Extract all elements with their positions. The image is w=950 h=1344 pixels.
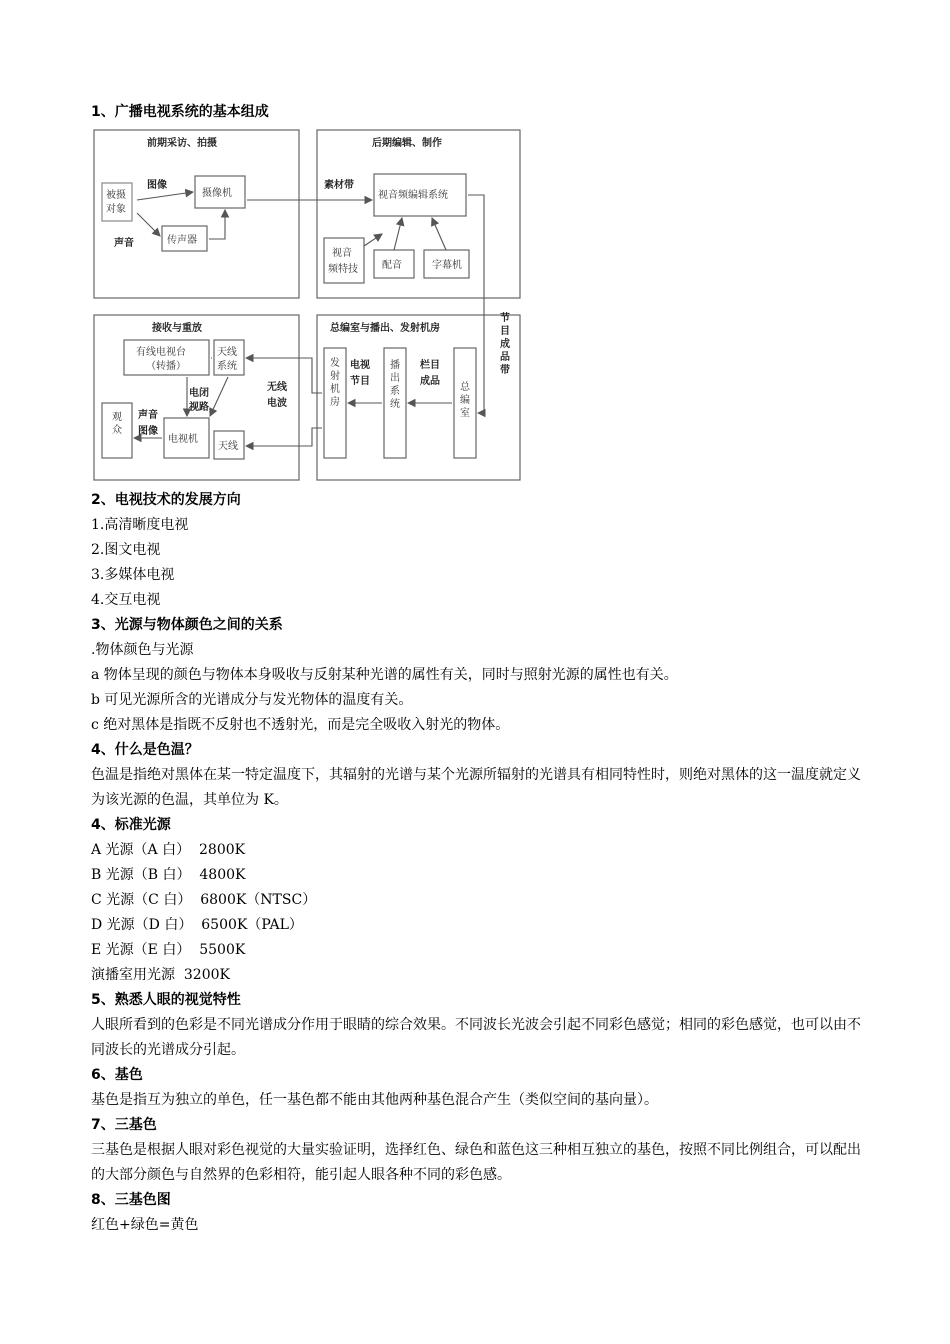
diagram-label: 声音 — [114, 238, 134, 249]
diagram-label: 总编室 — [460, 382, 470, 419]
list-item: B 光源（B 白） 4800K — [91, 867, 246, 883]
paragraph: 基色是指互为独立的单色，任一基色都不能由其他两种基色混合产生（类似空间的基向量）。 — [91, 1092, 658, 1108]
paragraph: a 物体呈现的颜色与物体本身吸收与反射某种光谱的属性有关，同时与照射光源的属性也有关。 — [91, 667, 678, 683]
document-body — [91, 100, 861, 1238]
list-item: 2.图文电视 — [91, 542, 161, 558]
diagram-label: 频特技 — [328, 264, 358, 275]
diagram-label: 节目 — [350, 376, 370, 387]
diagram-label: 摄像机 — [202, 188, 232, 199]
section-title: 4、什么是色温？ — [91, 742, 199, 758]
label-broadcast: 总编室与播出、发射机房 — [330, 323, 440, 334]
paragraph: 人眼所看到的色彩是不同光谱成分作用于眼睛的综合效果。不同波长光波会引起不同彩色感觉；相同的彩色感觉，也可以由不同波长的光谱成分引起。 — [91, 1017, 861, 1058]
diagram-label: 被摄 — [106, 190, 126, 201]
paragraph: c 绝对黑体是指既不反射也不透射光，而是完全吸收入射光的物体。 — [91, 717, 510, 733]
diagram-label: 成品 — [420, 376, 440, 387]
section-title: 4、标准光源 — [91, 817, 171, 833]
diagram-label: 系统 — [217, 361, 237, 372]
diagram-label: 天线 — [217, 347, 237, 358]
list-item: 演播室用光源 3200K — [91, 967, 230, 983]
diagram-label: （转播） — [146, 361, 186, 372]
list-item: E 光源（E 白） 5500K — [91, 942, 246, 958]
diagram-label: 播出系统 — [390, 360, 400, 410]
label-receive: 接收与重放 — [152, 323, 202, 334]
diagram-label: 有线电视台 — [136, 347, 186, 358]
paragraph: b 可见光源所含的光谱成分与发光物体的温度有关。 — [91, 692, 413, 708]
panel-broadcast-box — [317, 315, 520, 480]
diagram-svg — [92, 128, 522, 483]
list-item: 1.高清晰度电视 — [91, 517, 189, 533]
paragraph: 红色+绿色=黄色 — [91, 1217, 199, 1233]
diagram-label: 图像 — [147, 180, 167, 191]
section-title: 8、三基色图 — [91, 1192, 171, 1208]
diagram-label: 电波 — [267, 398, 287, 409]
diagram-label: 视音 — [332, 248, 352, 259]
list-item: C 光源（C 白） 6800K（NTSC） — [91, 892, 317, 908]
diagram-label: 发射机房 — [330, 358, 340, 408]
diagram-label: 字幕机 — [432, 260, 462, 271]
paragraph: .物体颜色与光源 — [91, 642, 194, 658]
diagram-label: 传声器 — [167, 235, 197, 246]
diagram-label: 图像 — [138, 426, 158, 437]
section-title: 7、三基色 — [91, 1117, 157, 1133]
paragraph: 色温是指绝对黑体在某一特定温度下，其辐射的光谱与某个光源所辐射的光谱具有相同特性时，则绝对黑体的这一温度就定义为该光源的色温，其单位为 K。 — [91, 767, 861, 808]
diagram-label: 对象 — [106, 204, 126, 215]
diagram-label: 视路 — [189, 402, 209, 413]
list-item: 3.多媒体电视 — [91, 567, 175, 583]
label-front: 前期采访、拍摄 — [147, 138, 217, 149]
list-item: 4.交互电视 — [91, 592, 161, 608]
section-title: 3、光源与物体颜色之间的关系 — [91, 617, 283, 633]
diagram-label: 节目成品带 — [500, 313, 510, 376]
label-post: 后期编辑、制作 — [372, 138, 442, 149]
diagram-label: 电视机 — [168, 434, 198, 445]
diagram-label: 天线 — [218, 441, 238, 452]
diagram-label: 栏目 — [420, 360, 440, 371]
section-title: 5、熟悉人眼的视觉特性 — [91, 992, 241, 1008]
diagram-label: 视音频编辑系统 — [378, 190, 448, 201]
list-item: D 光源（D 白） 6500K（PAL） — [91, 917, 303, 933]
broadcast-system-diagram — [92, 128, 522, 483]
diagram-label: 配音 — [382, 260, 402, 271]
diagram-label: 素材带 — [324, 180, 354, 191]
section-title: 6、基色 — [91, 1067, 143, 1083]
diagram-label: 观众 — [112, 412, 122, 436]
section-title: 2、电视技术的发展方向 — [91, 492, 241, 508]
list-item: A 光源（A 白） 2800K — [91, 842, 246, 858]
diagram-label: 电闭 — [189, 388, 209, 399]
diagram-label: 电视 — [350, 360, 370, 371]
section-title: 1、广播电视系统的基本组成 — [91, 104, 269, 120]
diagram-label: 声音 — [138, 410, 158, 421]
diagram-label: 无线 — [267, 382, 287, 393]
paragraph: 三基色是根据人眼对彩色视觉的大量实验证明，选择红色、绿色和蓝色这三种相互独立的基色，按照不同比例组合，可以配出的大部分颜色与自然界的色彩相符，能引起人眼各种不同的彩色感。 — [91, 1142, 861, 1183]
